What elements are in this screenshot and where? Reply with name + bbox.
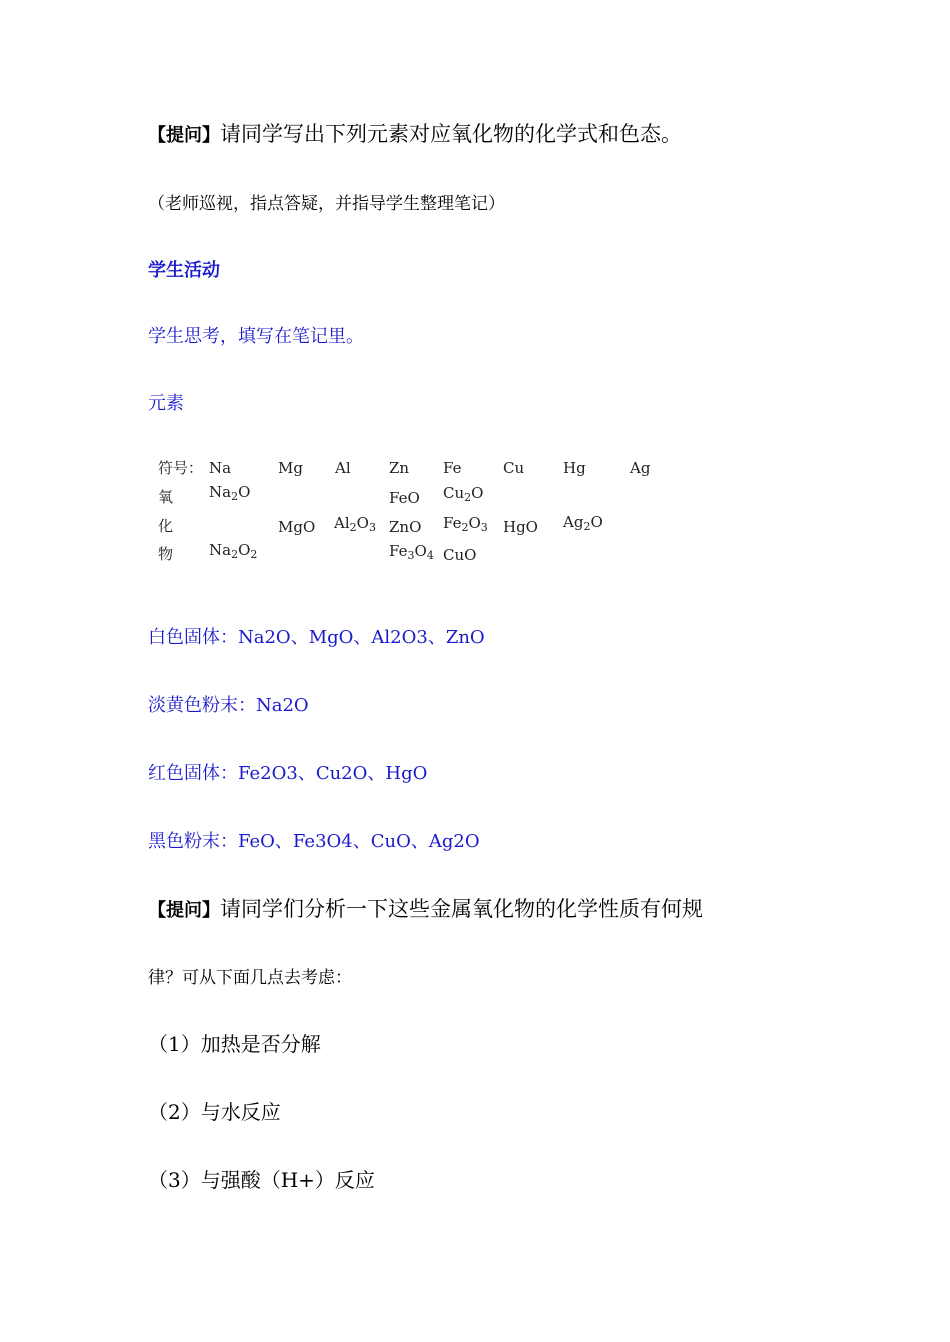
color-white: 白色固体：Na2O、MgO、Al2O3、ZnO: [148, 627, 485, 648]
oxide-fe2o3: $Fe_2O_3$: [443, 514, 488, 534]
symbol-label: 符号：: [158, 459, 204, 477]
oxide-hgo: HgO: [503, 518, 538, 536]
point-1: （1）加热是否分解: [148, 1032, 321, 1056]
question-1: [148, 118, 682, 148]
oxide-table: [150, 452, 670, 572]
oxide-feo: FeO: [389, 489, 420, 507]
teacher-note: （老师巡视，指点答疑，并指导学生整理笔记）: [148, 194, 505, 214]
question-2: [148, 893, 703, 923]
color-yellow: 淡黄色粉末：Na2O: [148, 695, 309, 716]
activity-title: 学生活动: [148, 260, 220, 281]
oxide-fe3o4: $Fe_3O_4$: [389, 542, 434, 562]
side-char-2: 化: [158, 517, 174, 535]
question-2-cont: 律？可从下面几点去考虑：: [148, 968, 352, 988]
element-al: Al: [335, 459, 351, 477]
question-text: 请同学写出下列元素对应氧化物的化学式和色态。: [220, 122, 682, 146]
element-fe: Fe: [443, 459, 462, 477]
oxide-cu2o: $Cu_2O$: [443, 484, 484, 504]
element-cu: Cu: [503, 459, 525, 477]
oxide-na2o: $Na_2O$: [209, 483, 251, 503]
element-zn: Zn: [389, 459, 410, 477]
point-2: （2）与水反应: [148, 1100, 281, 1124]
element-hg: Hg: [563, 459, 586, 477]
activity-text: 学生思考，填写在笔记里。: [148, 326, 364, 347]
oxide-mgo: MgO: [278, 518, 316, 536]
oxide-cuo: CuO: [443, 546, 477, 564]
question-tag: 【提问】: [148, 900, 220, 921]
oxide-zno: ZnO: [389, 518, 422, 536]
element-label: 元素: [148, 393, 184, 414]
oxide-ag2o: $Ag_2O$: [563, 513, 603, 533]
question-tag: 【提问】: [148, 125, 220, 146]
element-ag: Ag: [630, 459, 651, 477]
point-3: （3）与强酸（H+）反应: [148, 1168, 375, 1192]
element-mg: Mg: [278, 459, 303, 477]
color-red: 红色固体：Fe2O3、Cu2O、HgO: [148, 763, 428, 784]
element-na: Na: [209, 459, 232, 477]
oxide-al2o3: $Al_2O_3$: [334, 514, 376, 534]
color-black: 黑色粉末：FeO、Fe3O4、CuO、Ag2O: [148, 831, 480, 852]
side-char-3: 物: [158, 545, 174, 563]
question-text: 请同学们分析一下这些金属氧化物的化学性质有何规: [220, 897, 703, 921]
side-char-1: 氧: [158, 488, 174, 506]
oxide-na2o2: $Na_2O_2$: [209, 541, 258, 561]
